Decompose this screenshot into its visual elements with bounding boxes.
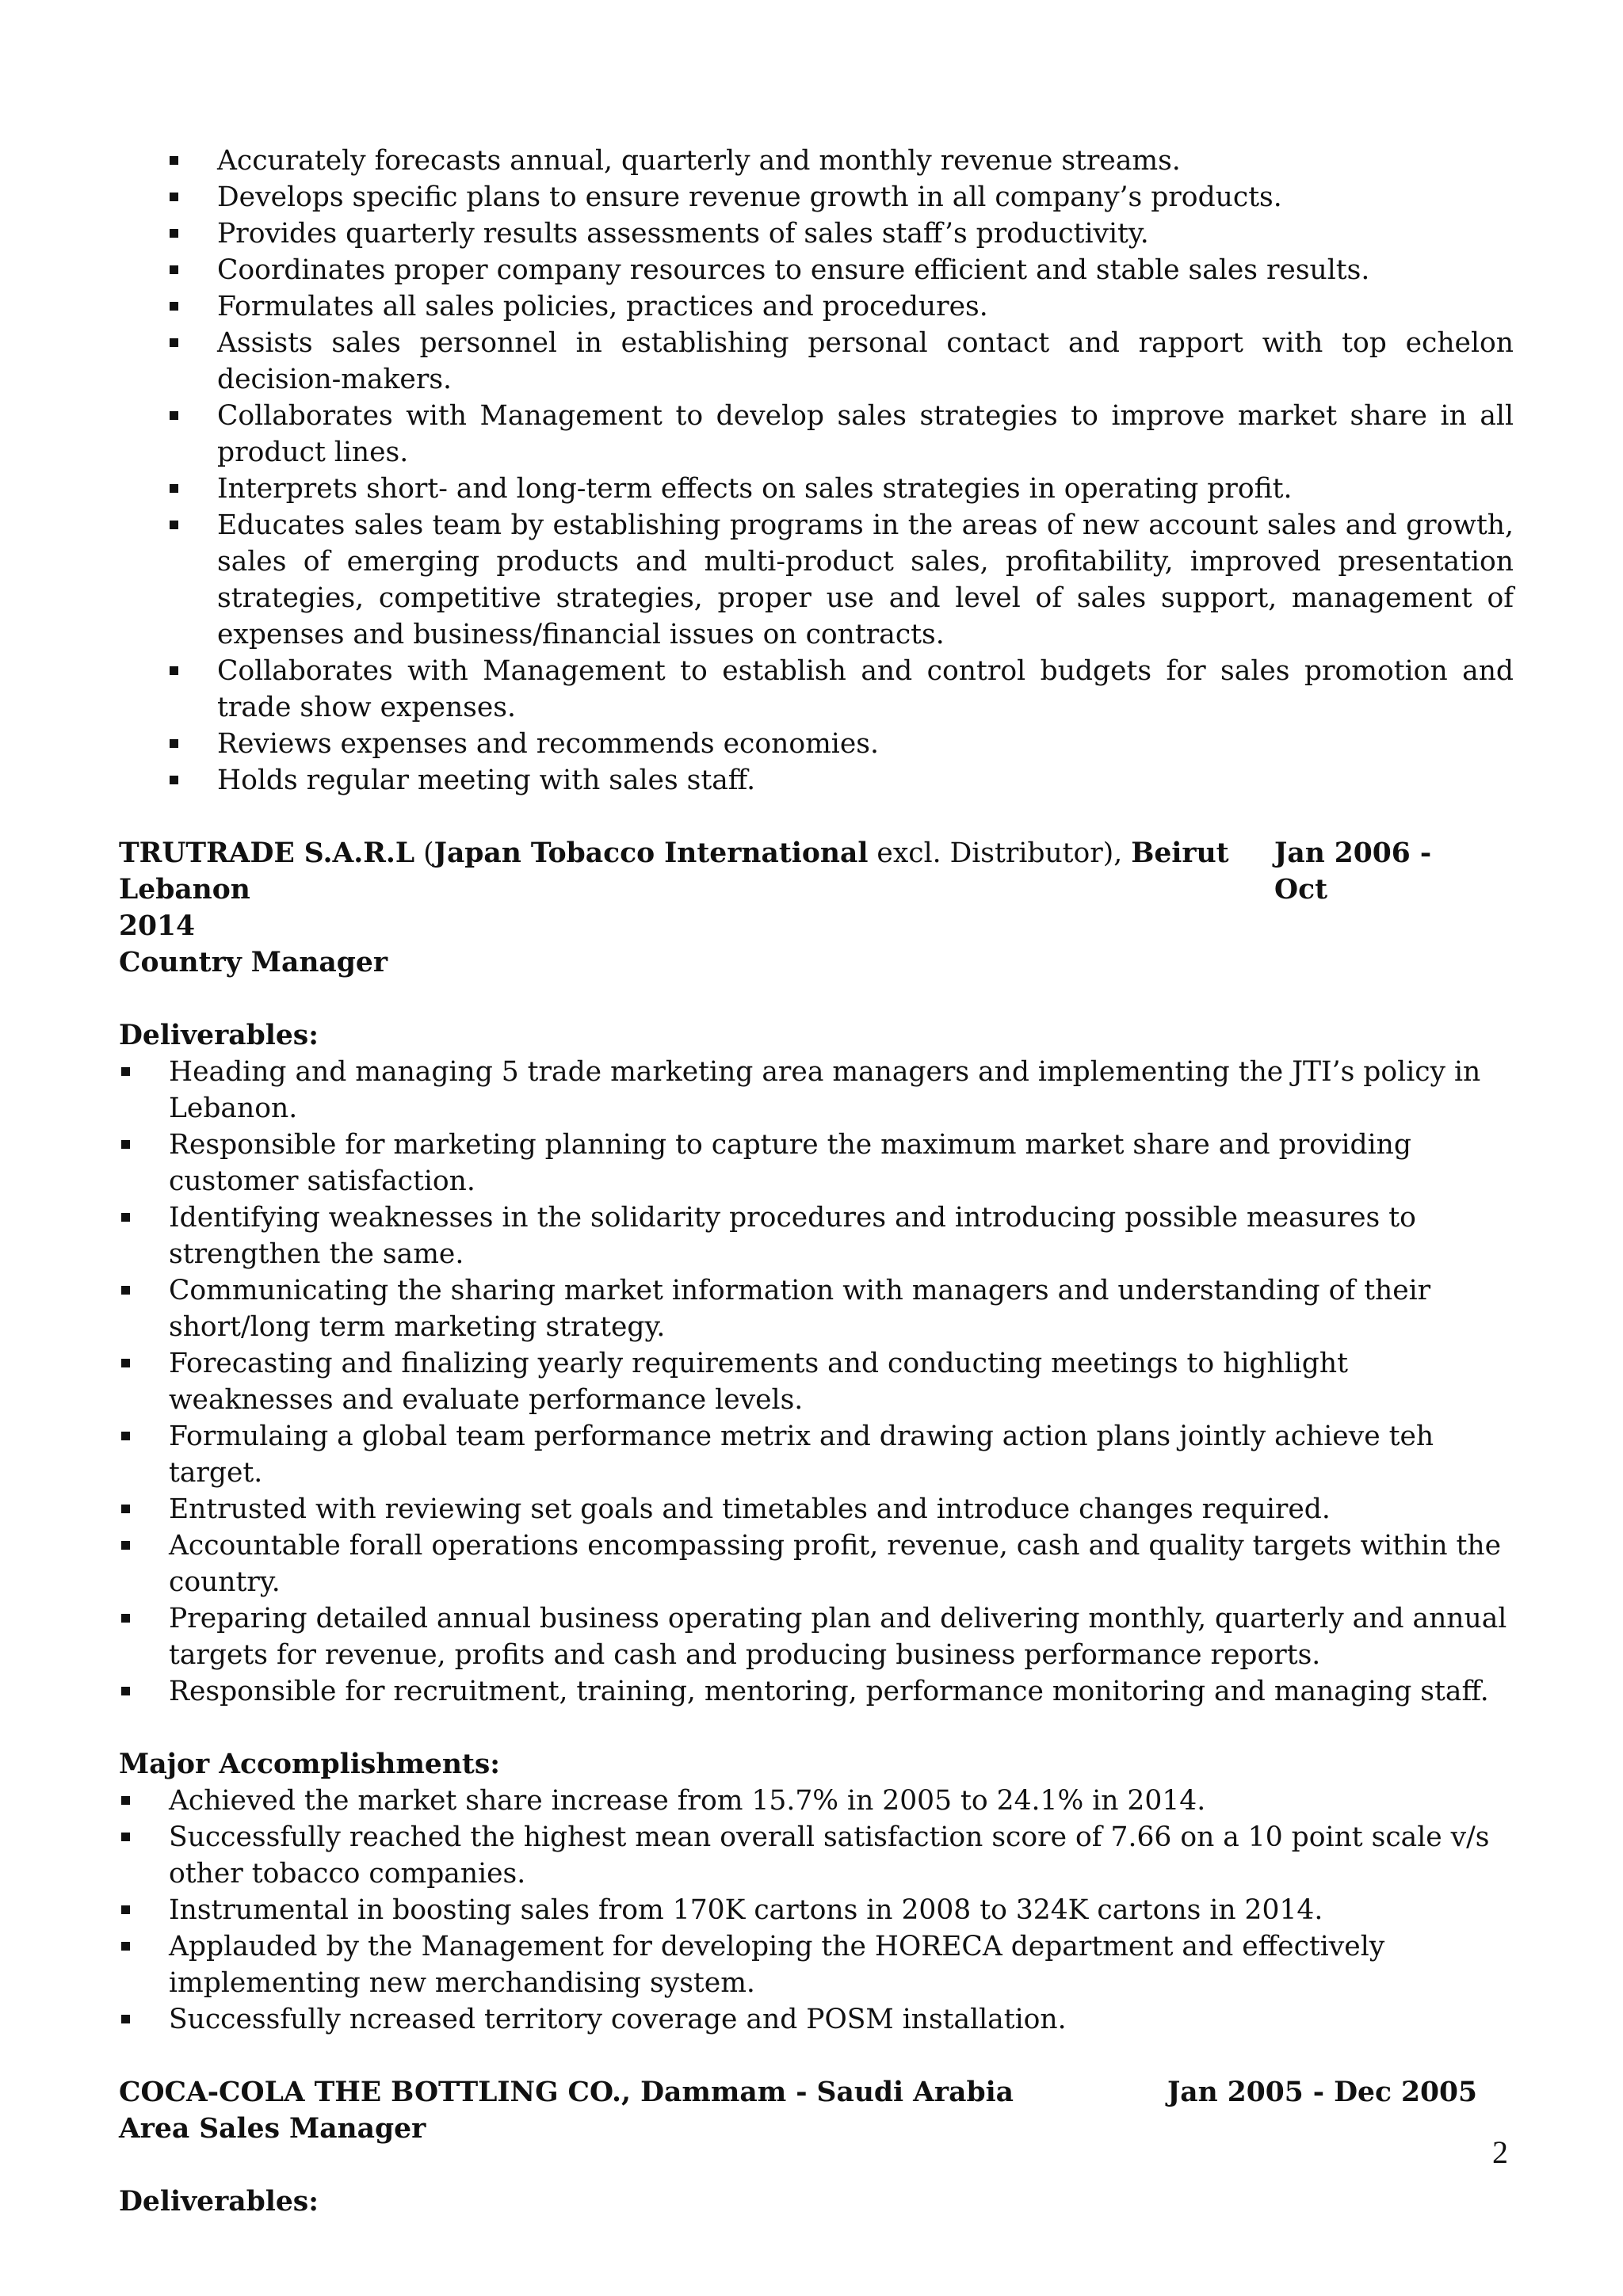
principal-name: Japan Tobacco International (433, 837, 869, 869)
list-item: Instrumental in boosting sales from 170K cartons in 2008 to 324K cartons in 2014. (119, 1892, 1514, 1928)
spacer (119, 1710, 1514, 1746)
list-item: Responsible for recruitment, training, mentoring, performance monitoring and managing staff. (119, 1673, 1514, 1710)
list-item: Develops specific plans to ensure revenue growth in all company’s products. (119, 179, 1514, 215)
list-item: Interprets short- and long-term effects on sales strategies in operating profit. (119, 471, 1514, 507)
list-item: Coordinates proper company resources to ensure efficient and stable sales results. (119, 252, 1514, 288)
spacer (119, 799, 1514, 835)
job-title-line (119, 835, 1514, 908)
list-item: Accurately forecasts annual, quarterly and monthly revenue streams. (119, 143, 1514, 179)
deliverables-heading: Deliverables: (119, 2186, 319, 2218)
list-item: Holds regular meeting with sales staff. (119, 762, 1514, 799)
employer-name: TRUTRADE S.A.R.L (119, 837, 415, 869)
list-item: Provides quarterly results assessments of sales staff’s productivity. (119, 215, 1514, 252)
resume-body (119, 143, 1514, 2220)
job-location: Beirut Lebanon (119, 837, 1229, 906)
job-title-line (119, 2074, 1514, 2111)
job-header-cocacola (119, 2074, 1514, 2147)
job-dates: Jan 2005 - Dec 2005 (1167, 2077, 1477, 2108)
spacer (119, 2038, 1514, 2074)
job-role: Country Manager (119, 947, 388, 978)
list-item: Accountable forall operations encompassing profit, revenue, cash and quality targets within the country. (119, 1527, 1514, 1600)
responsibilities-list (119, 143, 1514, 799)
list-item: Assists sales personnel in establishing personal contact and rapport with top echelon decision-makers. (119, 325, 1514, 398)
employer-line (119, 835, 1274, 908)
job-dates-continued: 2014 (119, 910, 196, 942)
spacer (119, 981, 1514, 1017)
list-item: Educates sales team by establishing programs in the areas of new account sales and growth, sales of emerging products and multi-product sales, profitability, improved presentation strategies, competitive strategies, proper use and level of sales support, management of expenses and business/financial issues on contracts. (119, 507, 1514, 653)
list-item: Reviews expenses and recommends economies. (119, 726, 1514, 762)
list-item: Formulaing a global team performance metrix and drawing action plans jointly achieve teh target. (119, 1418, 1514, 1491)
list-item: Entrusted with reviewing set goals and timetables and introduce changes required. (119, 1491, 1514, 1527)
page-number: 2 (1492, 2134, 1508, 2170)
list-item: Communicating the sharing market information with managers and understanding of their short/long term marketing strategy. (119, 1272, 1514, 1345)
deliverables-heading: Deliverables: (119, 1020, 319, 1051)
list-item: Collaborates with Management to establish and control budgets for sales promotion and trade show expenses. (119, 653, 1514, 726)
list-item: Responsible for marketing planning to capture the maximum market share and providing customer satisfaction. (119, 1127, 1514, 1199)
principal-note: excl. Distributor), (868, 837, 1132, 869)
list-item: Collaborates with Management to develop sales strategies to improve market share in all product lines. (119, 398, 1514, 471)
list-item: Successfully ncreased territory coverage and POSM installation. (119, 2001, 1514, 2038)
job-dates: Jan 2006 - Oct (1274, 837, 1432, 906)
list-item: Achieved the market share increase from 15.7% in 2005 to 24.1% in 2014. (119, 1783, 1514, 1819)
list-item: Preparing detailed annual business operating plan and delivering monthly, quarterly and annual targets for revenue, profits and cash and producing business performance reports. (119, 1600, 1514, 1673)
accomplishments-heading: Major Accomplishments: (119, 1749, 500, 1780)
job-header-trutrade (119, 835, 1514, 981)
accomplishments-list (119, 1783, 1514, 2038)
list-item: Forecasting and finalizing yearly requirements and conducting meetings to highlight weaknesses and evaluate performance levels. (119, 1345, 1514, 1418)
deliverables-list (119, 1054, 1514, 1710)
list-item: Formulates all sales policies, practices and procedures. (119, 288, 1514, 325)
job-role: Area Sales Manager (119, 2113, 426, 2145)
list-item: Identifying weaknesses in the solidarity procedures and introducing possible measures to strengthen the same. (119, 1199, 1514, 1272)
list-item: Successfully reached the highest mean overall satisfaction score of 7.66 on a 10 point scale v/s other tobacco companies. (119, 1819, 1514, 1892)
spacer (119, 2147, 1514, 2183)
list-item: Applauded by the Management for developing the HORECA department and effectively implementing new merchandising system. (119, 1928, 1514, 2001)
list-item: Heading and managing 5 trade marketing area managers and implementing the JTI’s policy in Lebanon. (119, 1054, 1514, 1127)
employer-name: COCA-COLA THE BOTTLING CO., Dammam - Saudi Arabia (119, 2077, 1014, 2108)
paren: ( (414, 837, 434, 869)
